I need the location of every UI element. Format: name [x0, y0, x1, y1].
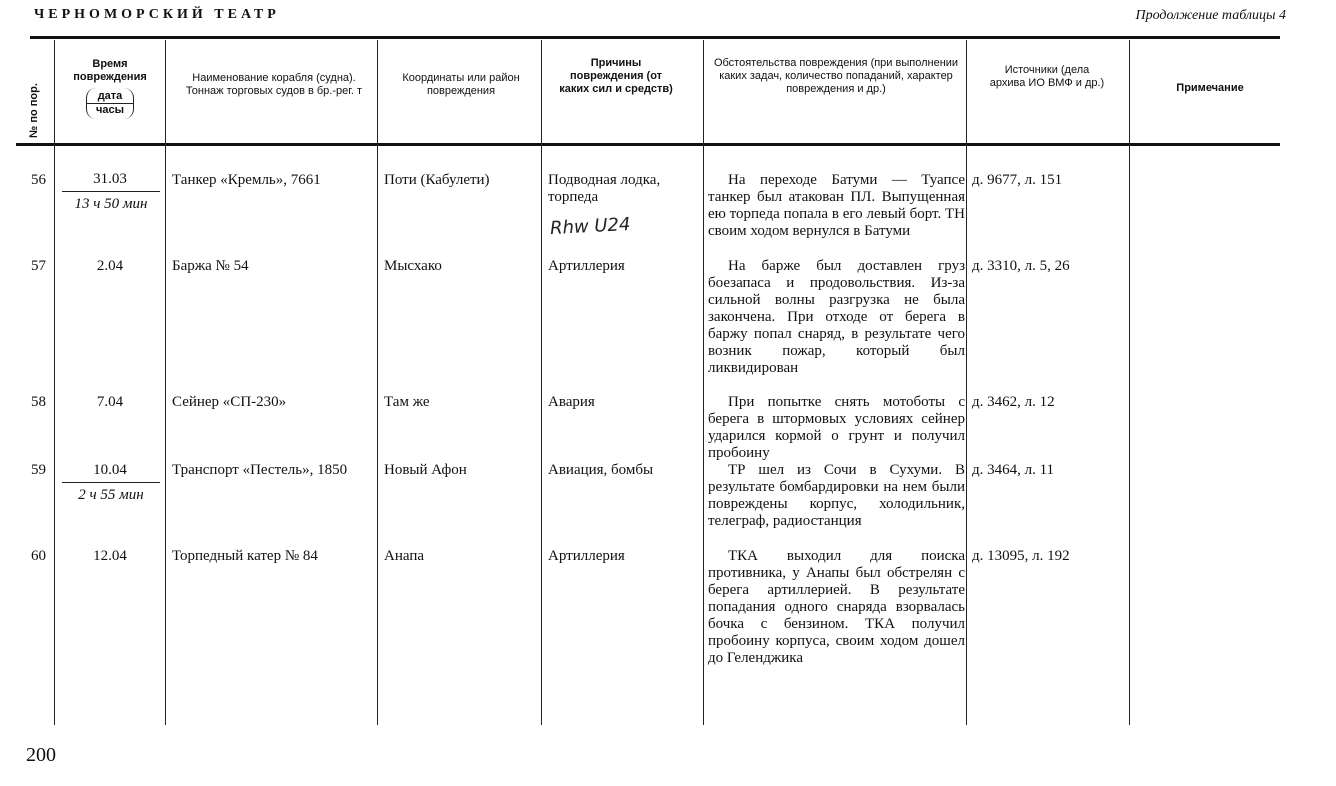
row-cause: Авария [548, 394, 595, 410]
row-coordinates: Мысхако [384, 258, 442, 274]
table-continuation-label: Продолжение таблицы 4 [1135, 8, 1286, 23]
date-time-divider [62, 482, 160, 483]
row-ship: Сейнер «СП-230» [172, 394, 287, 410]
row-ship: Баржа № 54 [172, 258, 249, 274]
row-source: д. 9677, л. 151 [972, 172, 1063, 188]
row-number: 57 [31, 258, 46, 274]
row-source: д. 13095, л. 192 [972, 548, 1070, 564]
header-ship: Наименование корабля (судна). Тоннаж торговых судов в бр.-рег. т [185, 72, 363, 97]
row-coordinates: Там же [384, 394, 430, 410]
column-divider [54, 40, 55, 725]
row-circumstances: При попытке снять мотоботы с берега в штормовых условиях сейнер ударился кормой о грунт и получил пробоину [708, 394, 965, 461]
row-circumstances: ТР шел из Сочи в Сухуми. В результате бомбардировки на нем были повреждены корпус, холодильник, телеграф, радиостанция [708, 462, 965, 529]
row-number: 58 [31, 394, 46, 410]
header-cause: Причины повреждения (от каких сил и средств) [559, 57, 673, 95]
header-coordinates: Координаты или район повреждения [402, 72, 520, 97]
column-divider [165, 40, 166, 725]
row-ship: Торпедный катер № 84 [172, 548, 318, 564]
row-circumstances: ТКА выходил для поиска противника, у Анапы был обстрелян с берега артиллерией. В результате попадания одного снаряда взорвалась бочка с бензином. ТКА получил пробоину корпуса, своим ходом дошел до Геленджика [708, 548, 965, 666]
header-bottom-rule [16, 143, 1280, 146]
header-time-date: дата [87, 90, 133, 104]
row-date: 12.04 [93, 548, 127, 564]
column-divider [966, 40, 967, 725]
row-ship: Танкер «Кремль», 7661 [172, 172, 321, 188]
row-time: 2 ч 55 мин [78, 487, 144, 503]
top-rule [30, 36, 1280, 39]
row-cause: Артиллерия [548, 258, 625, 274]
header-time: Время повреждения дата часы [58, 58, 162, 119]
header-notes: Примечание [1176, 82, 1244, 94]
date-time-divider [62, 191, 160, 192]
row-cause: Артиллерия [548, 548, 625, 564]
row-number: 60 [31, 548, 46, 564]
row-circumstances: На барже был доставлен груз боезапаса и продовольствия. Из-за сильной волны разгрузка не была закончена. При отходе от берега в баржу попал снаряд, в результате чего возник пожар, который был ликвидирован [708, 258, 965, 376]
header-circumstances: Обстоятельства повреждения (при выполнении каких задач, количество попаданий, характер повреждения и др.) [713, 57, 959, 95]
section-title: ЧЕРНОМОРСКИЙ ТЕАТР [34, 7, 280, 22]
header-sources: Источники (дела архива ИО ВМФ и др.) [989, 64, 1105, 89]
row-ship: Транспорт «Пестель», 1850 [172, 462, 348, 478]
row-source: д. 3310, л. 5, 26 [972, 258, 1070, 274]
column-divider [541, 40, 542, 725]
row-date: 2.04 [96, 258, 124, 274]
handwritten-note: Rhw U24 [549, 213, 631, 240]
row-date: 31.03 [93, 171, 127, 187]
row-date: 7.04 [96, 394, 124, 410]
page-number: 200 [26, 744, 56, 766]
row-number: 56 [31, 172, 46, 188]
row-coordinates: Поти (Кабулети) [384, 172, 490, 188]
row-cause: Подводная лодка, торпеда [548, 172, 661, 205]
row-time: 13 ч 50 мин [74, 196, 148, 212]
column-divider [1129, 40, 1130, 725]
row-cause: Авиация, бомбы [548, 462, 654, 478]
column-divider [377, 40, 378, 725]
row-circumstances: На переходе Батуми — Туапсе танкер был атакован ПЛ. Выпущенная ею торпеда попала в его левый борт. ТН своим ходом вернулся в Батуми [708, 172, 965, 239]
row-source: д. 3464, л. 11 [972, 462, 1055, 478]
row-coordinates: Новый Афон [384, 462, 467, 478]
row-coordinates: Анапа [384, 548, 425, 564]
column-divider [703, 40, 704, 725]
row-source: д. 3462, л. 12 [972, 394, 1055, 410]
header-number: № по пор. [28, 83, 40, 138]
row-number: 59 [31, 462, 46, 478]
row-date: 10.04 [93, 462, 127, 478]
header-time-hours: часы [95, 104, 124, 116]
